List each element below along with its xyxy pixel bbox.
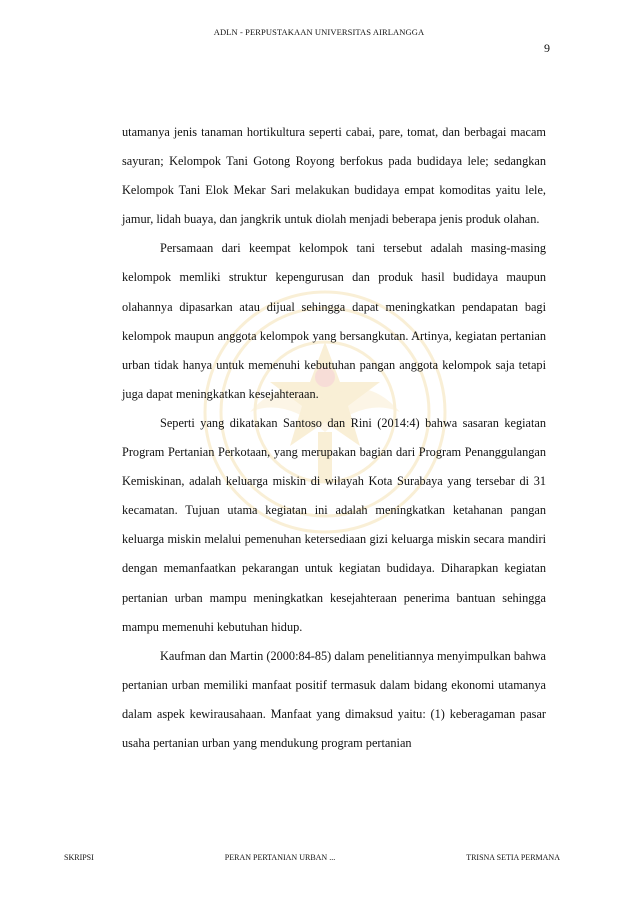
body-text (122, 118, 546, 758)
paragraph-continuation: utamanya jenis tanaman hortikultura seperti cabai, pare, tomat, dan berbagai macam sayuran; Kelompok Tani Gotong Royong berfokus pada budidaya lele; sedangkan Kelompok Tani Elok Mekar Sari melakukan budidaya empat komoditas yaitu lele, jamur, lidah buaya, dan jangkrik untuk diolah menjadi beberapa jenis produk olahan. (122, 125, 546, 227)
footer-left: SKRIPSI (64, 853, 94, 862)
page-footer (64, 853, 560, 862)
footer-right: TRISNA SETIA PERMANA (466, 853, 560, 862)
paragraph: Persamaan dari keempat kelompok tani tersebut adalah masing-masing kelompok memliki struktur kepengurusan dan produk hasil budidaya maupun olahannya dipasarkan atau dijual sehingga dapat meningkatkan pendapatan bagi kelompok maupun anggota kelompok yang bersangkutan. Artinya, kegiatan pertanian urban tidak hanya untuk memenuhi kebutuhan pangan anggota kelompok saja tetapi juga dapat meningkatkan kesejahteraan. (122, 241, 546, 401)
paragraph: Seperti yang dikatakan Santoso dan Rini (2014:4) bahwa sasaran kegiatan Program Pertanian Perkotaan, yang merupakan bagian dari Program Penanggulangan Kemiskinan, adalah keluarga miskin di wilayah Kota Surabaya yang tersebar di 31 kecamatan. Tujuan utama kegiatan ini adalah meningkatkan ketahanan pangan keluarga miskin melalui pemenuhan ketersediaan gizi keluarga miskin secara mandiri dengan memanfaatkan pekarangan untuk kegiatan budidaya. Diharapkan kegiatan pertanian urban mampu meningkatkan kesejahteraan penerima bantuan sehingga mampu memenuhi kebutuhan hidup. (122, 415, 546, 634)
footer-center: PERAN PERTANIAN URBAN ... (224, 853, 336, 862)
paragraph: Kaufman dan Martin (2000:84-85) dalam penelitiannya menyimpulkan bahwa pertanian urban memiliki manfaat positif termasuk dalam bidang ekonomi utamanya dalam aspek kewirausahaan. Manfaat yang dimaksud yaitu: (1) keberagaman pasar usaha pertanian urban yang mendukung program pertanian (122, 648, 546, 750)
running-header: ADLN - PERPUSTAKAAN UNIVERSITAS AIRLANGGA (213, 27, 425, 37)
page-number: 9 (544, 41, 550, 55)
